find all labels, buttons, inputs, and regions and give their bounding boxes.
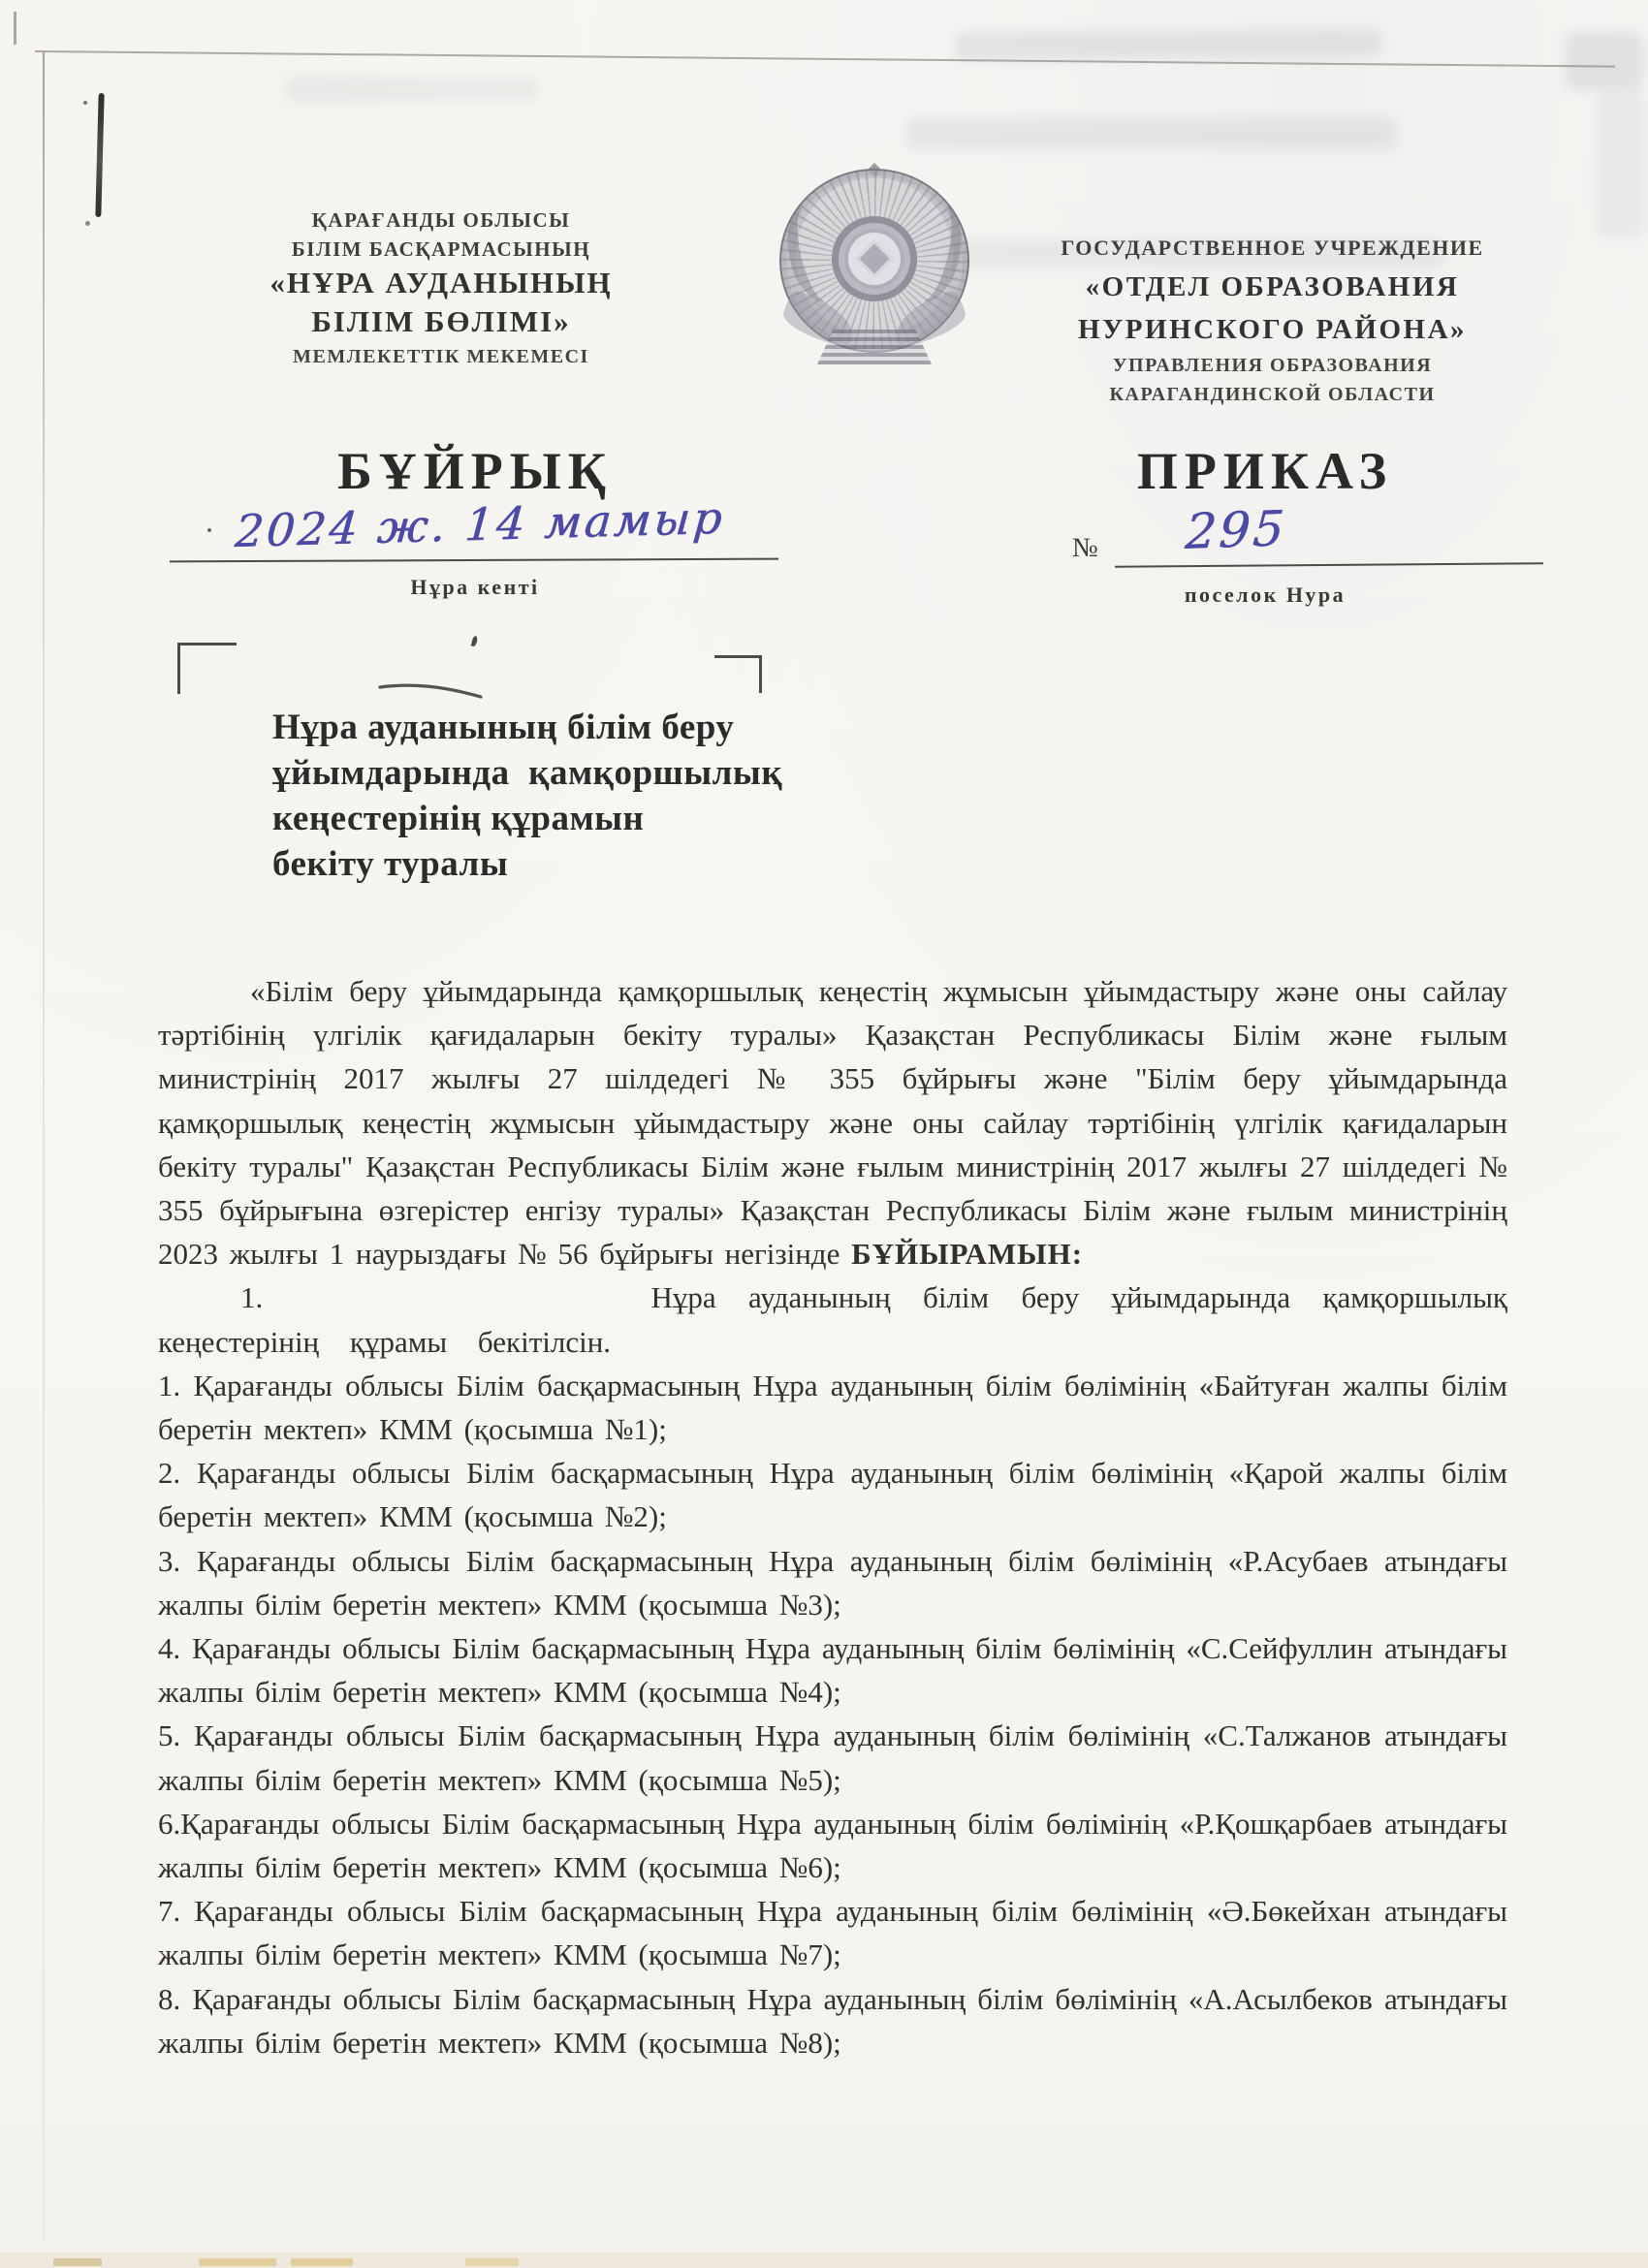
- school-item: 4. Қарағанды облысы Білім басқармасының Нұра ауданының білім бөлімінің «С.Сейфуллин атындағы жалпы білім беретін мектеп» КММ (қосымша №4);: [158, 1631, 1507, 1710]
- org-line: УПРАВЛЕНИЯ ОБРАЗОВАНИЯ: [1112, 355, 1433, 376]
- ink-speck: [207, 528, 211, 532]
- org-line: ГОСУДАРСТВЕННОЕ УЧРЕЖДЕНИЕ: [1061, 236, 1484, 260]
- bleedthrough-smudge: [286, 78, 538, 101]
- school-item: 2. Қарағанды облысы Білім басқармасының Нұра ауданының білім бөлімінің «Қарой жалпы білім беретін мектеп» КММ (қосымша №2);: [158, 1456, 1507, 1534]
- title-line: ұйымдарында қамқоршылық: [272, 753, 783, 793]
- kazakhstan-coat-of-arms-icon: [777, 165, 971, 368]
- order-heading-kazakh: БҰЙРЫҚ: [337, 442, 613, 500]
- staple-mark: [95, 93, 104, 217]
- pen-stroke-mark: [376, 681, 485, 701]
- school-item: 7. Қарағанды облысы Білім басқармасының Нұра ауданының білім бөлімінің «Ә.Бөкейхан атындағы жалпы білім беретін мектеп» КММ (қосымша №7);: [158, 1894, 1507, 1972]
- bleedthrough-smudge: [1566, 33, 1643, 89]
- paragraph-resolution: 1. Нұра ауданының білім беру ұйымдарында қамқоршылық кеңестерінің құрамы бекітілсін.: [158, 1280, 1507, 1359]
- org-line: КАРАГАНДИНСКОЙ ОБЛАСТИ: [1109, 384, 1436, 405]
- bleedthrough-smudge: [906, 118, 1396, 149]
- paragraph-legal-basis: [158, 969, 1507, 1276]
- org-line: БІЛІМ БӨЛІМІ»: [311, 304, 571, 338]
- ink-speck: [471, 636, 479, 647]
- school-item: 8. Қарағанды облысы Білім басқармасының Нұра ауданының білім бөлімінің «А.Асылбеков атындағы жалпы білім беретін мектеп» КММ (қосымша №8);: [158, 1981, 1507, 2060]
- bleedthrough-smudge: [955, 29, 1381, 60]
- order-body: [158, 969, 1507, 2064]
- scan-corner-mark: [14, 12, 16, 45]
- number-underline: [1115, 562, 1543, 567]
- order-keyword: БҰЙЫРАМЫН:: [851, 1237, 1084, 1272]
- legal-basis-text: «Білім беру ұйымдарында қамқоршылық кеңестің жұмысын ұйымдастыру және оны сайлау тәртібінің үлгілік қағидаларын бекіту туралы» Қазақстан Республикасы Білім және ғылым министрінің 2017 жылғы 27 шілдедегі № 355 бұйрығы және "Білім беру ұйымдарында қамқоршылық кеңестің жұмысын ұйымдастыру және оны сайлау тәртібінің үлгілік қағидаларын бекіту туралы" Қазақстан Республикасы Білім және ғылым министрінің 2017 жылғы 27 шілдедегі № 355 бұйрығына өзгерістер енгізу туралы» Қазақстан Республикасы Білім және ғылым министрінің 2023 жылғы 1 наурыздағы № 56 бұйрығы негізінде: [158, 974, 1507, 1272]
- scan-bottom-mark: [53, 2258, 102, 2266]
- title-line: кеңестерінің құрамын: [272, 799, 645, 838]
- ink-speck: [85, 221, 90, 226]
- place-label-kazakh: Нұра кенті: [410, 575, 540, 599]
- bleedthrough-smudge: [1598, 92, 1644, 237]
- number-sign: №: [1072, 533, 1098, 563]
- handwritten-order-number: 295: [1183, 500, 1289, 560]
- school-item: 6.Қарағанды облысы Білім басқармасының Нұра ауданының білім бөлімінің «Р.Қошқарбаев атындағы жалпы білім беретін мектеп» КММ (қосымша №6);: [158, 1806, 1507, 1885]
- school-item: 3. Қарағанды облысы Білім басқармасының Нұра ауданының білім бөлімінің «Р.Асубаев атындағы жалпы білім беретін мектеп» КММ (қосымша №3);: [158, 1543, 1507, 1622]
- school-item: 5. Қарағанды облысы Білім басқармасының Нұра ауданының білім бөлімінің «С.Талжанов атындағы жалпы білім беретін мектеп» КММ (қосымша №5);: [158, 1718, 1507, 1797]
- order-heading-russian: ПРИКАЗ: [1136, 442, 1394, 500]
- scan-bottom-mark: [291, 2258, 353, 2266]
- org-name-russian: [1008, 231, 1537, 409]
- corner-mark-left: [177, 643, 237, 694]
- emblem-banner-shape: [817, 330, 932, 364]
- place-label-russian: поселок Нура: [1184, 583, 1347, 607]
- ink-speck: [83, 101, 87, 105]
- handwritten-date: 2024 ж. 14 мамыр: [233, 490, 727, 558]
- org-line: «ОТДЕЛ ОБРАЗОВАНИЯ: [1085, 271, 1460, 302]
- date-underline: [170, 558, 778, 563]
- scan-bottom-mark: [465, 2258, 519, 2266]
- school-item: 1. Қарағанды облысы Білім басқармасының Нұра ауданының білім бөлімінің «Байтуған жалпы білім беретін мектеп» КММ (қосымша №1);: [158, 1368, 1507, 1447]
- org-line: МЕМЛЕКЕТТІК МЕКЕМЕСІ: [293, 346, 589, 367]
- scan-edge-line-left: [43, 52, 45, 2243]
- org-line: НУРИНСКОГО РАЙОНА»: [1077, 314, 1468, 345]
- org-line: ҚАРАҒАНДЫ ОБЛЫСЫ: [311, 208, 571, 232]
- scan-bottom-mark: [199, 2258, 276, 2266]
- document-title: [272, 705, 815, 887]
- org-line: БІЛІМ БАСҚАРМАСЫНЫҢ: [291, 237, 591, 261]
- org-line: «НҰРА АУДАНЫНЫҢ: [269, 266, 613, 299]
- title-line: бекіту туралы: [272, 844, 509, 884]
- org-name-kazakh: [199, 205, 683, 372]
- corner-mark-right: [714, 655, 762, 693]
- title-line: Нұра ауданының білім беру: [272, 708, 735, 747]
